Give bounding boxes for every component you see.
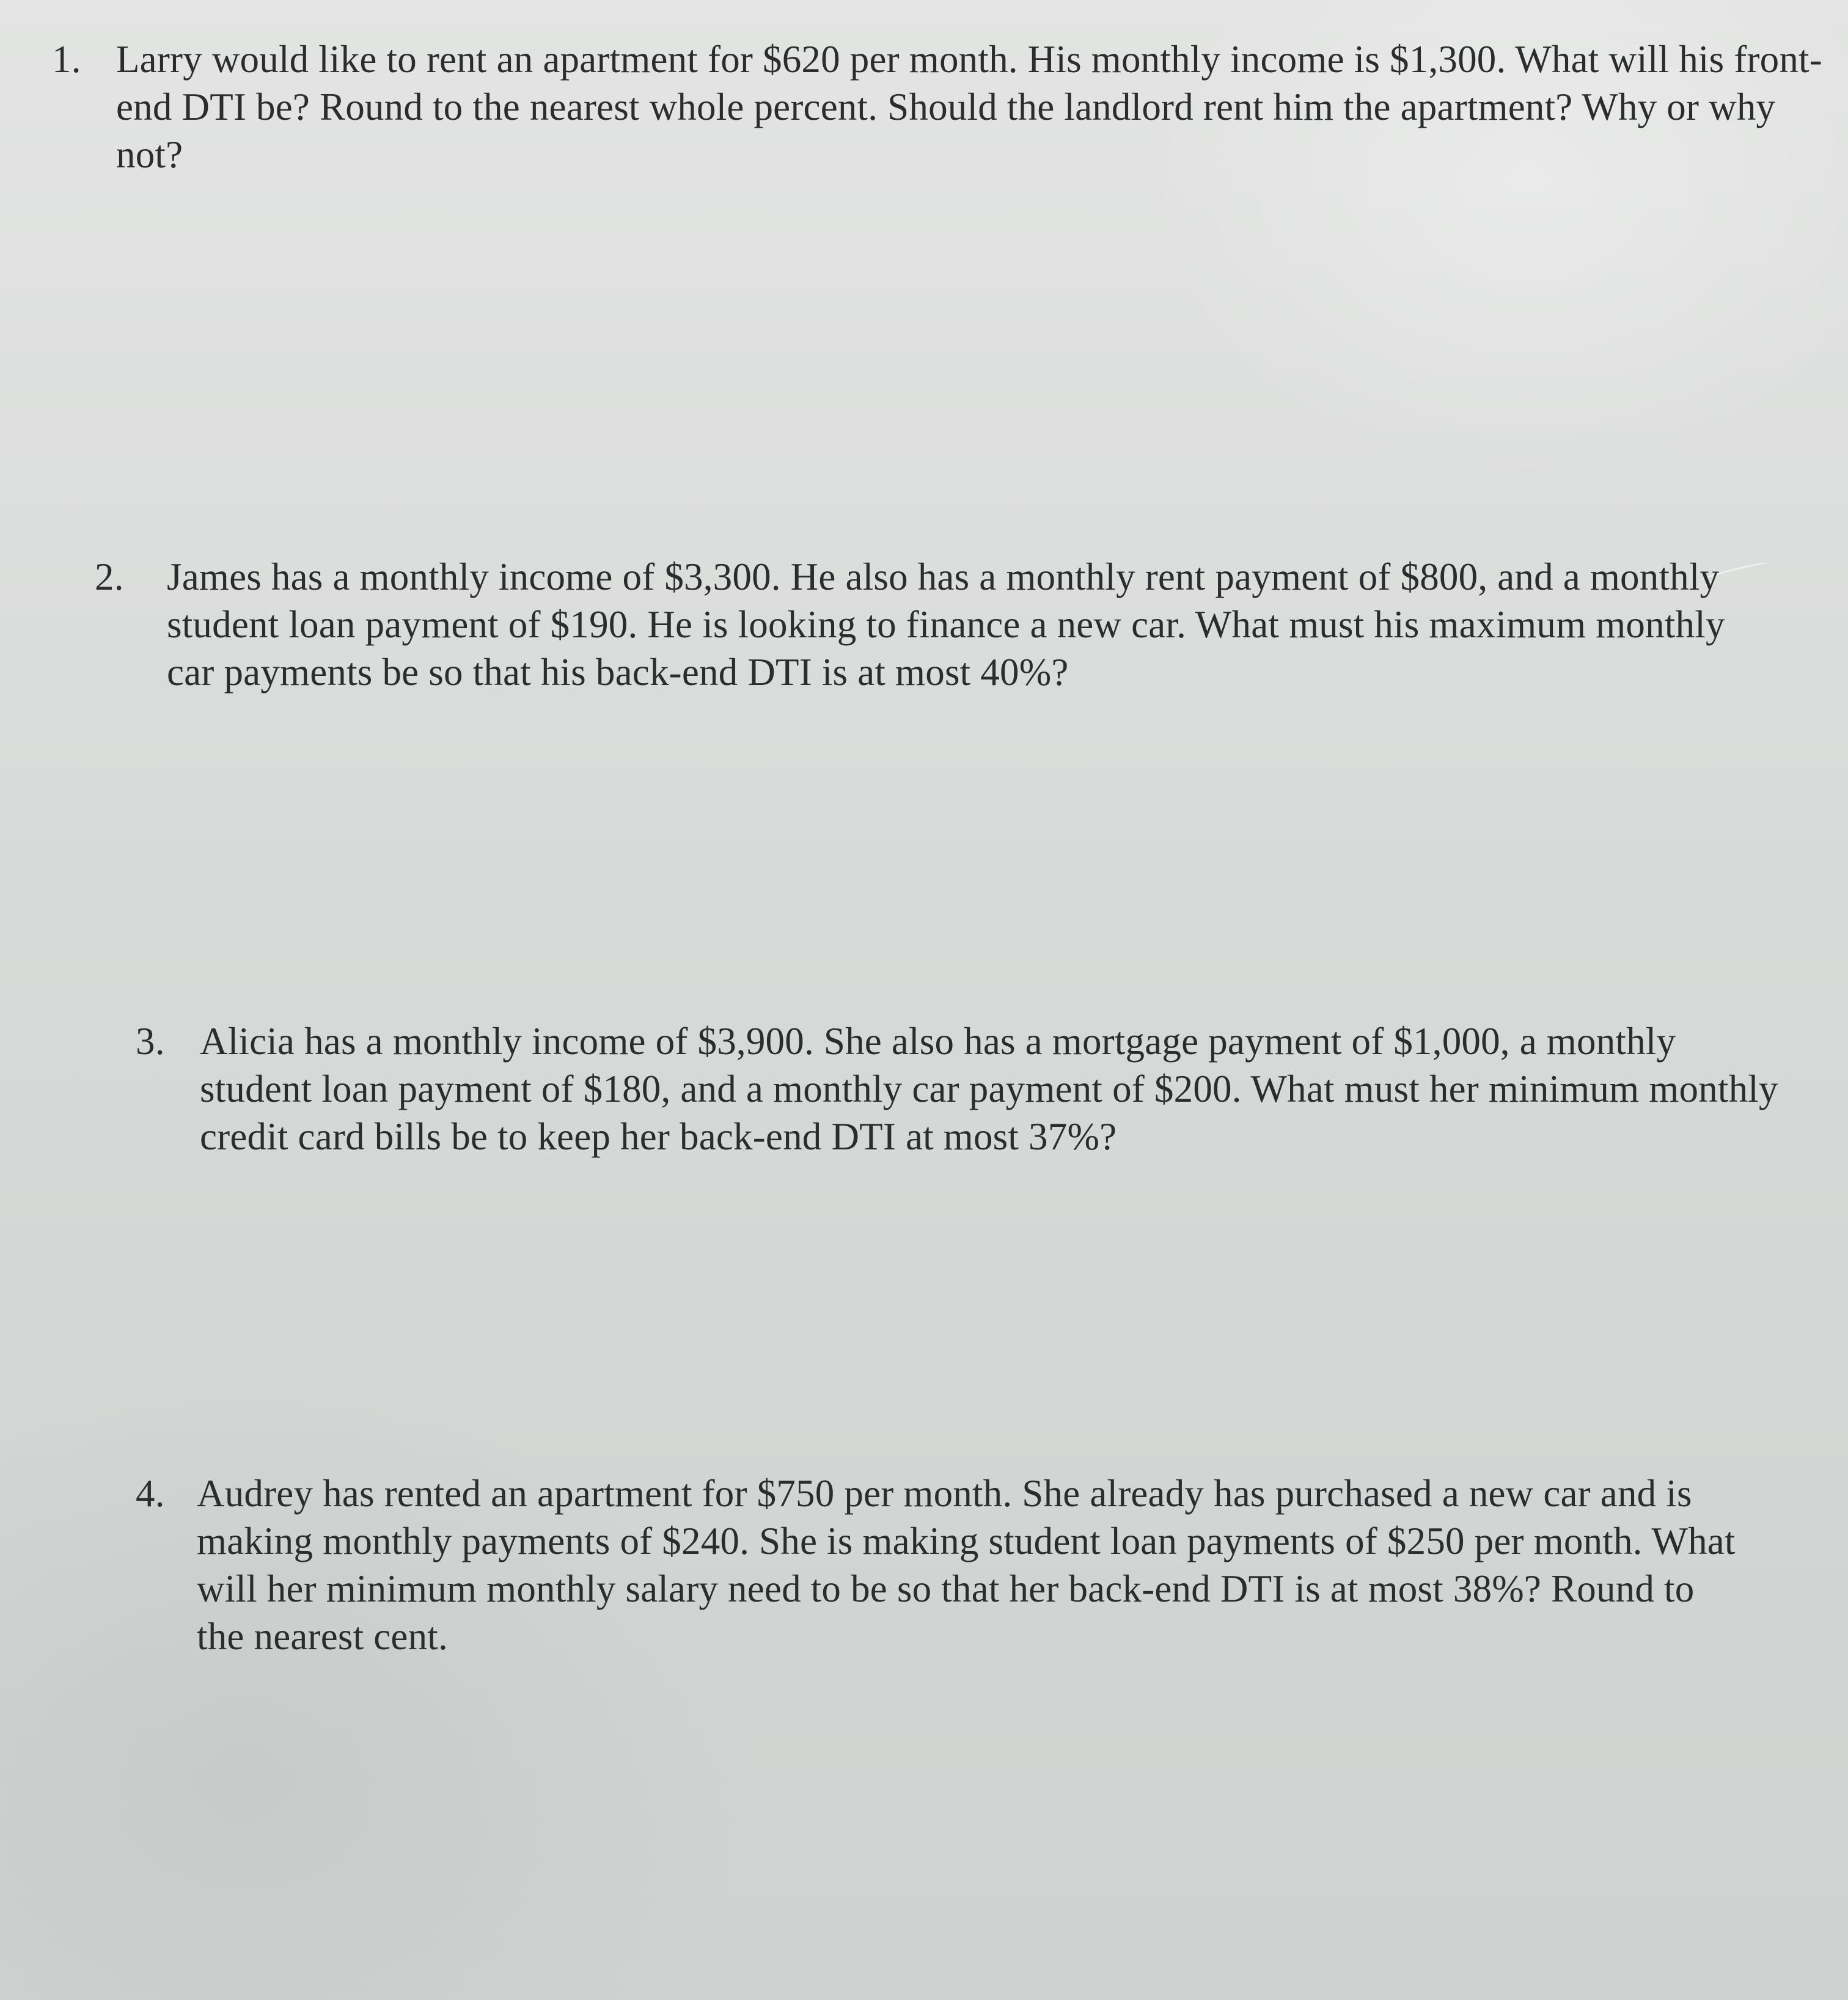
question-text: Larry would like to rent an apartment for $620 per month. His monthly income is $1,300. What will his front-end DTI be? Round to the nearest whole percent. Should the landlord rent him the apartment? Why or why not? (116, 38, 1822, 176)
question-number: 1. (52, 38, 81, 81)
question-text: Alicia has a monthly income of $3,900. She also has a mortgage payment of $1,000, a monthly student loan payment of $180, and a monthly car payment of $200. What must her minimum monthly credit card bills be to keep her back-end DTI at most 37%? (200, 1020, 1778, 1158)
question-number: 2. (95, 555, 124, 598)
question-text: James has a monthly income of $3,300. He also has a monthly rent payment of $800, and a monthly student loan payment of $190. He is looking to finance a new car. What must his maximum monthly car payments be so that his back-end DTI is at most 40%? (167, 555, 1725, 694)
question-number: 4. (136, 1472, 165, 1515)
question-text: Audrey has rented an apartment for $750 per month. She already has purchased a new car and is making monthly payments of $240. She is making student loan payments of $250 per month. What will her minimum monthly salary need to be so that her back-end DTI is at most 38%? Round to the nearest cent. (197, 1472, 1736, 1658)
question-number: 3. (136, 1020, 165, 1063)
